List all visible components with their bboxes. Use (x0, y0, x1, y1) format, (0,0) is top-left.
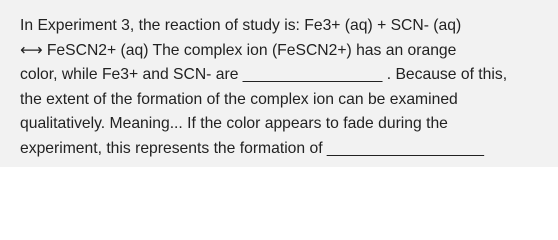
question-line: In Experiment 3, the reaction of study is: Fe3+ (aq) + SCN- (aq) (20, 17, 462, 34)
question-line: the extent of the formation of the complex ion can be examined (20, 90, 458, 108)
question-text (20, 14, 550, 161)
question-line: ⟷ FeSCN2+ (aq) The complex ion (FeSCN2+) has an orange (20, 41, 457, 59)
question-line: experiment, this represents the formation of __________________ (20, 139, 484, 157)
question-line: color, while Fe3+ and SCN- are ________________ . Because of this, (20, 66, 508, 83)
question-line: qualitatively. Meaning... If the color appears to fade during the (20, 115, 448, 132)
